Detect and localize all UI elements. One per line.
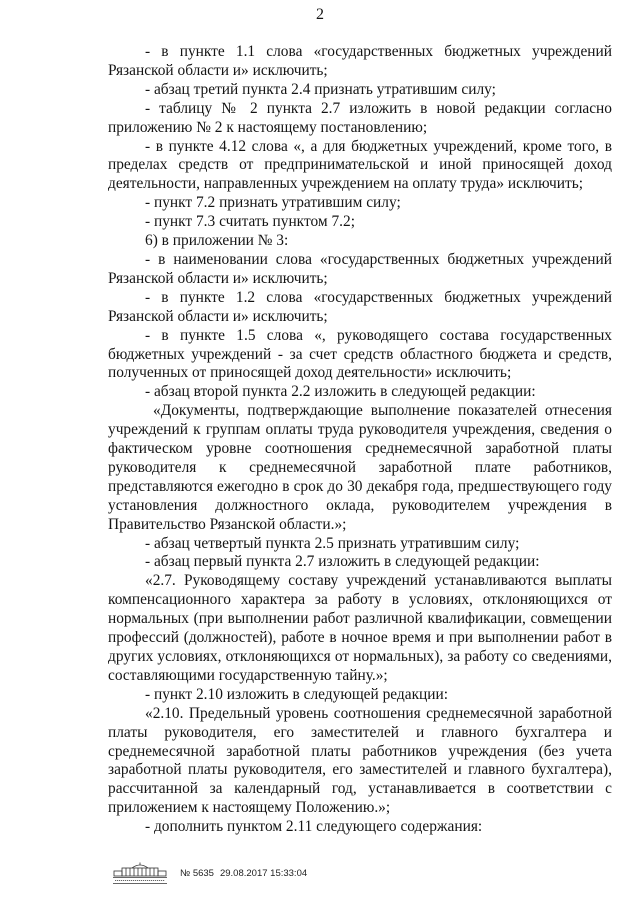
document-body [108,43,612,837]
document-timestamp: 29.08.2017 15:33:04 [219,867,308,879]
paragraph-3: - таблицу № 2 пункта 2.7 изложить в новой редакции согласно приложению № 2 к настоящему постановлению; [108,99,612,136]
paragraph-14: - абзац первый пункта 2.7 изложить в следующей редакции: [145,553,540,571]
paragraph-1: - в пункте 1.1 слова «государственных бюджетных учреждений Рязанской области и» исключить; [108,43,612,79]
paragraph-6: - пункт 7.3 считать пунктом 7.2; [145,213,355,231]
paragraph-8: - в наименовании слова «государственных бюджетных учреждений Рязанской области и» исключить; [108,250,612,287]
document-number: № 5635 [180,867,214,879]
paragraph-17: «2.10. Предельный уровень соотношения среднемесячной заработной платы руководителя, его заместителей и главного бухгалтера и среднемесячной заработной платы работников учреждения (без учета заработной платы руководителя, его заместителей и главного бухгалтера), рассчитанной за календарный год, устанавливается в соответствии с приложением к настоящему Положению.»; [108,704,612,817]
paragraph-7: 6) в приложении № 3: [145,232,289,250]
paragraph-10: - в пункте 1.5 слова «, руководящего состава государственных бюджетных учреждений - за счет средств областного бюджета и средств, полученных от приносящей доход деятельности» исключить; [108,326,612,382]
document-footer [112,860,307,886]
paragraph-9: - в пункте 1.2 слова «государственных бюджетных учреждений Рязанской области и» исключить; [108,288,612,325]
paragraph-13: - абзац четвертый пункта 2.5 признать утратившим силу; [145,534,520,552]
government-building-logo-icon [112,861,168,885]
paragraph-18: - дополнить пунктом 2.11 следующего содержания: [145,818,483,836]
page-number: 2 [316,6,324,23]
paragraph-5: - пункт 7.2 признать утратившим силу; [145,194,401,212]
paragraph-16: - пункт 2.10 изложить в следующей редакции: [145,685,449,703]
paragraph-11: - абзац второй пункта 2.2 изложить в следующей редакции: [145,383,536,401]
paragraph-12: «Документы, подтверждающие выполнение показателей отнесения учреждений к группам оплаты труда руководителя учреждения, сведения о фактическом уровне соотношения среднемесячной заработной платы руководителя к среднемесячной заработной плате работников, представляются ежегодно в срок до 30 декабря года, предшествующего году установления должностного оклада, руководителем учреждения в Правительство Рязанской области.»; [108,402,612,533]
paragraph-4: - в пункте 4.12 слова «, а для бюджетных учреждений, кроме того, в пределах средств от предпринимательской и иной приносящей доход деятельности, направленных учреждением на оплату труда» исключить; [108,137,612,193]
paragraph-2: - абзац третий пункта 2.4 признать утратившим силу; [145,80,496,98]
paragraph-15: «2.7. Руководящему составу учреждений устанавливаются выплаты компенсационного характера за работу в условиях, отклоняющихся от нормальных (при выполнении работ различной квалификации, совмещении профессий (должностей), работе в ночное время и при выполнении работ в других условиях, отклоняющихся от нормальных), за работу со сведениями, составляющими государственную тайну.»; [108,572,612,684]
